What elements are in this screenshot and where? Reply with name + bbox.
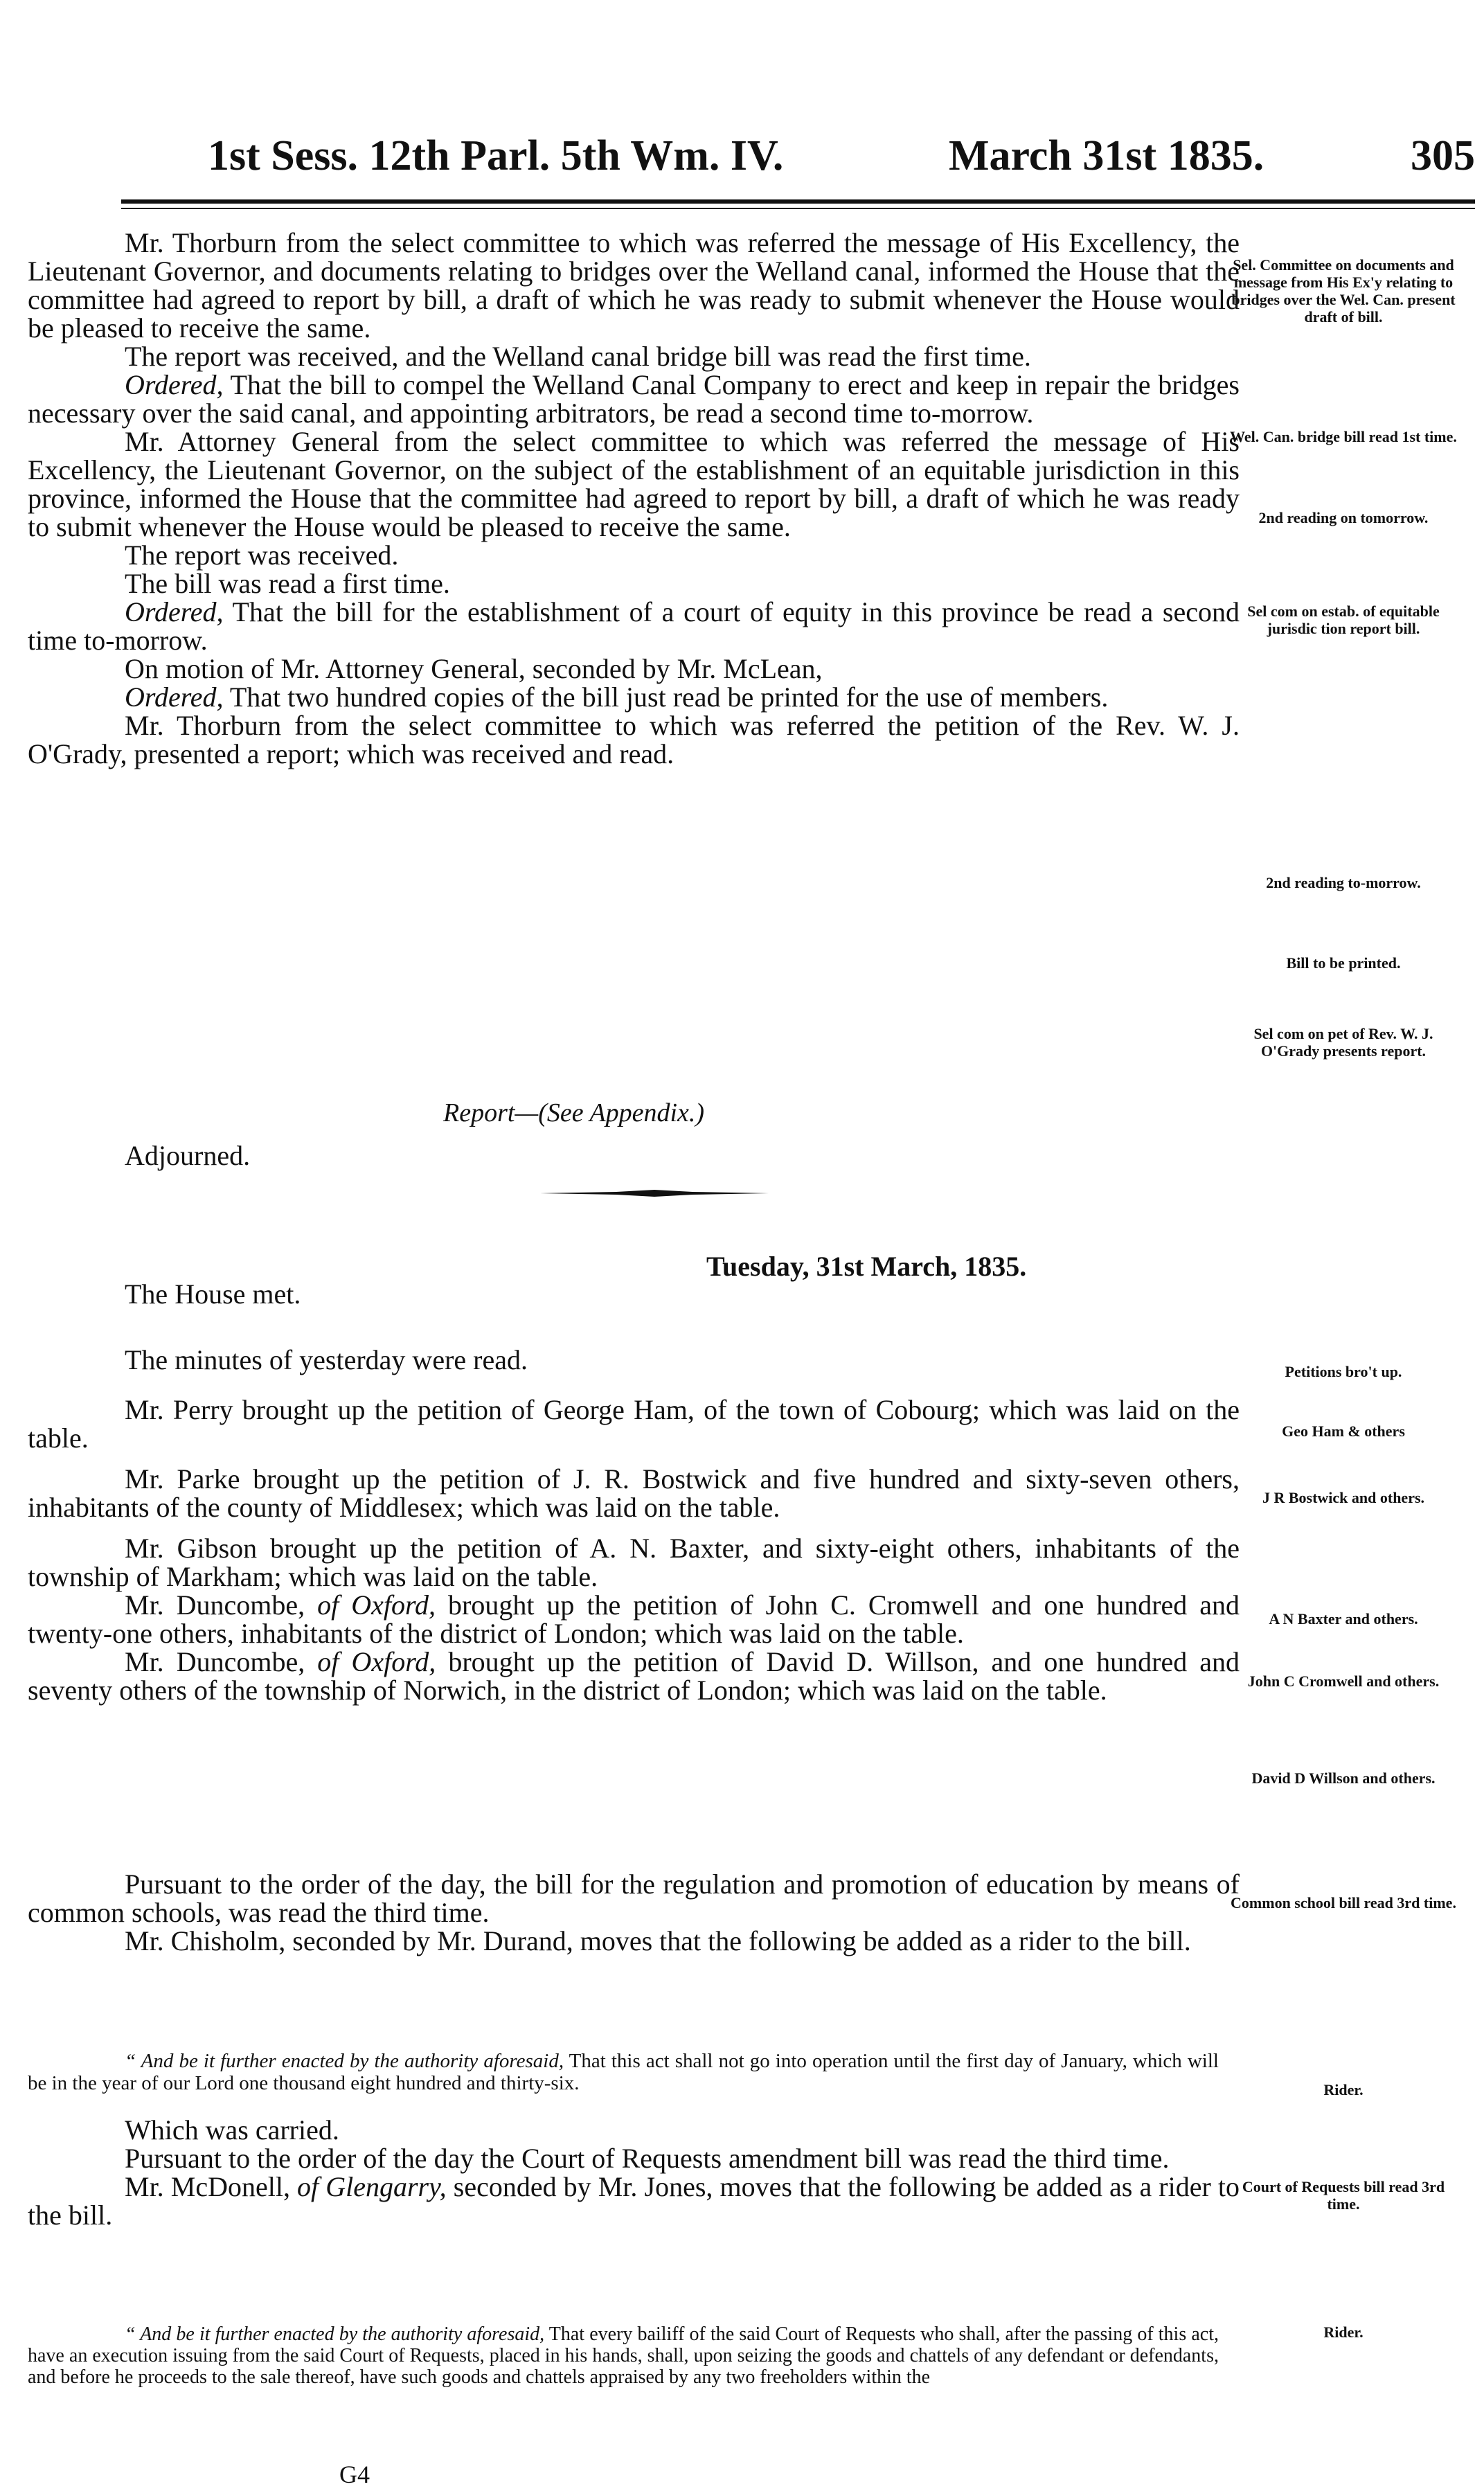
margin-note: Sel com on pet of Rev. W. J. O'Grady presents report. bbox=[1253, 1025, 1433, 1060]
paragraph-willson-petition: Mr. Duncombe, of Oxford, brought up the petition of David D. Willson, and one hundred and seventy others of the township of Norwich, in the district of London; which was laid on the table. bbox=[28, 1646, 1240, 1706]
minutes-read-line: The minutes of yesterday were read. bbox=[125, 1344, 528, 1375]
page-number: 305 bbox=[1411, 132, 1475, 179]
margin-note: A N Baxter and others. bbox=[1269, 1610, 1418, 1627]
rider-text-1: “ And be it further enacted by the authority aforesaid, That this act shall not go into operation until the first day of January, which will be in the year of our Lord one thousand eight hundred and thirty-six. bbox=[28, 2050, 1219, 2094]
paragraph-ogrady-report: Mr. Thorburn from the select committee to which was referred the petition of the Rev. W. J. O'Grady, presented a report; which was received and read. bbox=[28, 710, 1240, 769]
margin-note: Sel com on estab. of equitable jurisdic tion report bill. bbox=[1247, 603, 1440, 637]
paragraph-carried: Which was carried. bbox=[125, 2114, 339, 2145]
requests-block bbox=[28, 2116, 1240, 2229]
ordered-text: That two hundred copies of the bill just read be printed for the use of members. bbox=[223, 681, 1109, 713]
upper-text-block bbox=[28, 229, 1240, 768]
ordered-lead: Ordered, bbox=[125, 369, 224, 400]
paragraph-first-time: The bill was read a first time. bbox=[125, 568, 450, 599]
margin-note: Bill to be printed. bbox=[1286, 954, 1401, 972]
signature-mark: G4 bbox=[339, 2461, 370, 2488]
house-met-line: The House met. bbox=[125, 1278, 301, 1310]
margin-note: 2nd reading on tomorrow. bbox=[1258, 509, 1429, 526]
paragraph-report-received-2: The report was received. bbox=[125, 539, 399, 571]
session-info: 1st Sess. 12th Parl. 5th Wm. IV. bbox=[208, 132, 784, 179]
paragraph-mcdonell-rider: Mr. McDonell, of Glengarry, seconded by Mr. Jones, moves that the following be added as a rider to the bill. bbox=[28, 2171, 1240, 2231]
margin-note: David D Willson and others. bbox=[1251, 1769, 1436, 1787]
paragraph-chisholm-rider: Mr. Chisholm, seconded by Mr. Durand, moves that the following be added as a rider to the bill. bbox=[125, 1925, 1191, 1956]
day-heading: Tuesday, 31st March, 1835. bbox=[706, 1251, 1027, 1282]
section-divider bbox=[540, 1190, 769, 1197]
margin-note: Common school bill read 3rd time. bbox=[1231, 1894, 1456, 1911]
adjourned-line: Adjourned. bbox=[125, 1140, 251, 1171]
margin-note: Petitions bro't up. bbox=[1285, 1363, 1402, 1380]
margin-note: John C Cromwell and others. bbox=[1247, 1672, 1440, 1690]
common-school-block bbox=[28, 1870, 1240, 1955]
margin-note: Wel. Can. bridge bill read 1st time. bbox=[1230, 428, 1457, 445]
paragraph-ordered-printed bbox=[28, 683, 1240, 711]
margin-note: J R Bostwick and others. bbox=[1262, 1489, 1425, 1506]
paragraph-cromwell-petition: Mr. Duncombe, of Oxford, brought up the petition of John C. Cromwell and one hundred and twenty-one others, inhabitants of the district of London; which was laid on the table. bbox=[28, 1589, 1240, 1649]
report-appendix-line: Report—(See Appendix.) bbox=[443, 1098, 705, 1127]
margin-note: Geo Ham & others bbox=[1282, 1422, 1405, 1440]
header-date: March 31st 1835. bbox=[949, 132, 1264, 179]
margin-note: Rider. bbox=[1323, 2081, 1364, 2098]
paragraph-common-school: Pursuant to the order of the day, the bill for the regulation and promotion of education by means of common schools, was read the third time. bbox=[28, 1868, 1240, 1928]
paragraph-on-motion: On motion of Mr. Attorney General, seconded by Mr. McLean, bbox=[125, 653, 823, 684]
ordered-text: That the bill for the establishment of a court of equity in this province be read a second time to-morrow. bbox=[28, 596, 1240, 656]
paragraph-attorney-general: Mr. Attorney General from the select committee to which was referred the message of His Excellency, the Lieutenant Governor, on the subject of the establishment of an equitable jurisdiction in this province, informed the House that the committee had agreed to report by bill, a draft of which he was ready to submit whenever the House would be pleased to receive the same. bbox=[28, 426, 1240, 542]
margin-note: Sel. Committee on documents and message from His Ex'y relating to bridges over the Wel. Can. present draft of bill. bbox=[1231, 256, 1456, 325]
paragraph-thorburn-welland: Mr. Thorburn from the select committee to which was referred the message of His Excellency, the Lieutenant Governor, and documents relating to bridges over the Welland canal, informed the House that the committee had agreed to report by bill, a draft of which he was ready to submit whenever the House would be pleased to receive the same. bbox=[28, 227, 1240, 344]
petitions-block bbox=[28, 1395, 1240, 1704]
margin-note: Rider. bbox=[1323, 2323, 1364, 2341]
margin-note: 2nd reading to-morrow. bbox=[1266, 874, 1421, 891]
ordered-lead: Ordered, bbox=[125, 596, 224, 627]
paragraph-ordered-equity bbox=[28, 598, 1240, 654]
paragraph-report-received: The report was received, and the Welland canal bridge bill was read the first time. bbox=[125, 341, 1031, 372]
paragraph-parke-petition: Mr. Parke brought up the petition of J. R. Bostwick and five hundred and sixty-seven others, inhabitants of the county of Middlesex; which was laid on the table. bbox=[28, 1463, 1240, 1523]
paragraph-ordered-second-reading bbox=[28, 371, 1240, 427]
rider-text-2: “ And be it further enacted by the authority aforesaid, That every bailiff of the said Court of Requests who shall, after the passing of this act, have an execution issuing from the said Court of Requests, placed in his hands, shall, upon seizing the goods and chattels of any defendant or defendants, and before he proceeds to the sale thereof, have such goods and chattels appraised by any two freeholders within the bbox=[28, 2323, 1219, 2388]
ordered-text: That the bill to compel the Welland Canal Company to erect and keep in repair the bridges necessary over the said canal, and appointing arbitrators, be read a second time to-morrow. bbox=[28, 369, 1240, 429]
paragraph-gibson-petition: Mr. Gibson brought up the petition of A. N. Baxter, and sixty-eight others, inhabitants of the township of Markham; which was laid on the table. bbox=[28, 1533, 1240, 1592]
margin-note: Court of Requests bill read 3rd time. bbox=[1242, 2178, 1445, 2213]
paragraph-court-requests: Pursuant to the order of the day the Court of Requests amendment bill was read the third time. bbox=[125, 2143, 1170, 2174]
header-rule-thin bbox=[121, 208, 1475, 209]
ordered-lead: Ordered, bbox=[125, 681, 224, 713]
running-header bbox=[208, 132, 1475, 197]
paragraph-perry-petition: Mr. Perry brought up the petition of George Ham, of the town of Cobourg; which was laid on the table. bbox=[28, 1394, 1240, 1454]
header-rule-thick bbox=[121, 199, 1475, 204]
